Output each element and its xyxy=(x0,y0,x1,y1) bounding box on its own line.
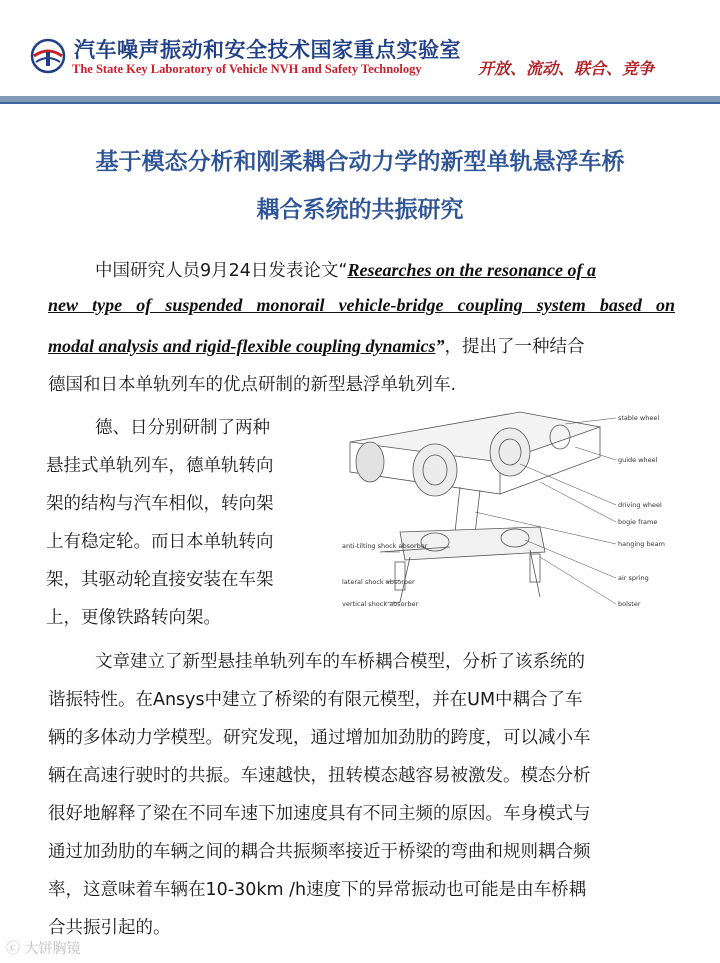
lab-name-en: The State Key Laboratory of Vehicle NVH and Safety Technology xyxy=(72,62,422,76)
watermark-icon: ⓒ xyxy=(6,941,25,957)
paper-title-part-1: Researches on the resonance of a xyxy=(347,260,596,280)
figure-label: stable wheel xyxy=(618,414,660,422)
paper-title-part-2: new type of suspended monorail vehicle-bridge coupling system based on xyxy=(48,295,675,315)
figure-label: guide wheel xyxy=(618,456,658,464)
p3-line: 率，这意味着车辆在10-30km /h速度下的异常振动也可能是由车桥耦 xyxy=(48,880,587,900)
paper-title-part-3: modal analysis and rigid-flexible coupling dynamics xyxy=(48,336,436,356)
figure-label: bogie frame xyxy=(618,518,658,526)
figure-label: hanging beam xyxy=(618,540,665,548)
lab-motto: 开放、流动、联合、竞争 xyxy=(478,59,655,78)
p3-line: 辆的多体动力学模型。研究发现，通过增加加劲肋的跨度，可以减小车 xyxy=(48,728,591,748)
p3-line: 很好地解释了梁在不同车速下加速度具有不同主频的原因。车身模式与 xyxy=(48,804,591,824)
watermark-text: 大饼胸镜 xyxy=(24,941,81,957)
p3-line: 辆在高速行驶时的共振。车速越快，扭转模态越容易被激发。模态分析 xyxy=(48,766,591,786)
p3-line: 通过加劲肋的车辆之间的耦合共振频率接近于桥梁的弯曲和规则耦合频 xyxy=(48,842,591,862)
p1-line-4: 德国和日本单轨列车的优点研制的新型悬浮单轨列车. xyxy=(48,375,457,395)
p2-line: 架，其驱动轮直接安装在车架 xyxy=(46,570,274,590)
figure-label: driving wheel xyxy=(618,501,662,509)
figure-label: bolster xyxy=(618,600,641,608)
paper-title-close-quote: ” xyxy=(435,336,445,356)
p3-line: 文章建立了新型悬挂单轨列车的车桥耦合模型，分析了该系统的 xyxy=(95,652,585,672)
p1-lead: 中国研究人员9月24日发表论文“ xyxy=(95,261,348,281)
title-line-2: 耦合系统的共振研究 xyxy=(256,197,464,223)
lab-logo-icon xyxy=(30,38,66,74)
p2-line: 架的结构与汽车相似，转向架 xyxy=(46,494,274,514)
article-title xyxy=(20,138,700,234)
figure-label: lateral shock absorber xyxy=(342,578,415,586)
p1-tail: ，提出了一种结合 xyxy=(444,337,585,357)
page-header xyxy=(0,0,720,110)
header-divider-accent xyxy=(0,102,720,104)
p2-line: 上有稳定轮。而日本单轨转向 xyxy=(46,532,274,552)
p3-line: 谐振特性。在Ansys中建立了桥梁的有限元模型，并在UM中耦合了车 xyxy=(48,690,583,710)
lab-name-cn: 汽车噪声振动和安全技术国家重点实验室 xyxy=(74,38,461,62)
bogie-diagram xyxy=(340,402,690,624)
p2-line: 上，更像铁路转向架。 xyxy=(46,608,221,628)
watermark xyxy=(6,938,80,958)
p2-line: 悬挂式单轨列车，德单轨转向 xyxy=(46,456,274,476)
p3-line: 合共振引起的。 xyxy=(48,918,171,938)
figure-label: air spring xyxy=(618,574,649,582)
p2-line: 德、日分别研制了两种 xyxy=(95,418,270,438)
figure-label: anti-tilting shock absorber xyxy=(342,542,428,550)
title-line-1: 基于模态分析和刚柔耦合动力学的新型单轨悬浮车桥 xyxy=(95,149,625,175)
figure-label: vertical shock absorber xyxy=(342,600,419,608)
